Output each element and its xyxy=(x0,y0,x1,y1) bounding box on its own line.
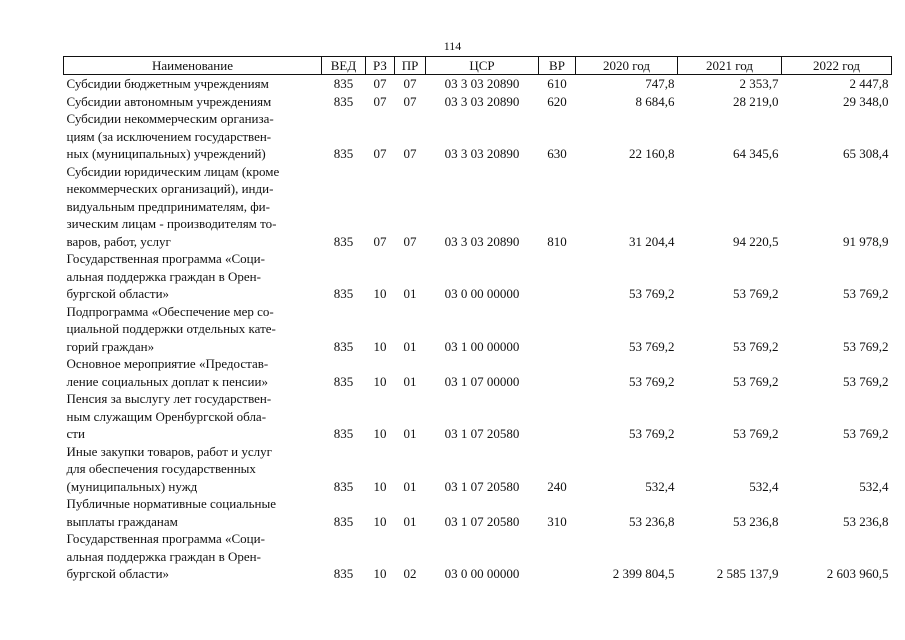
cell-ved: 835 xyxy=(333,426,354,441)
cell-vr xyxy=(539,530,576,583)
cell-vr: 310 xyxy=(547,513,567,529)
row-name xyxy=(64,93,322,111)
row-name-line: альная поддержка граждан в Орен- xyxy=(66,548,261,564)
table-row xyxy=(64,110,892,163)
row-name-line: видуальным предпринимателям, фи- xyxy=(66,198,270,214)
row-name xyxy=(64,163,322,251)
row-name-line: Пенсия за выслугу лет государствен- xyxy=(66,391,272,406)
cell-y2020: 31 204,4 xyxy=(629,233,675,249)
table-row xyxy=(64,530,892,583)
cell-pr: 01 xyxy=(403,338,417,354)
cell-pr: 07 xyxy=(403,233,417,249)
cell-y2021: 2 585 137,9 xyxy=(716,566,779,581)
cell-y2022: 53 769,2 xyxy=(843,426,889,441)
row-name-line: альная поддержка граждан в Орен- xyxy=(66,268,261,284)
cell-rz: 10 xyxy=(373,426,387,441)
cell-y2022: 2 447,8 xyxy=(849,76,889,91)
row-name xyxy=(64,75,322,93)
cell-pr: 07 xyxy=(403,93,417,109)
table-row xyxy=(64,390,892,443)
row-name xyxy=(64,443,322,496)
cell-y2022: 2 603 960,5 xyxy=(826,566,889,581)
cell-rz: 07 xyxy=(373,233,387,249)
row-name-line: Субсидии бюджетным учреждениям xyxy=(66,76,269,91)
row-name-line: Публичные нормативные социальные xyxy=(66,496,276,511)
row-name-line: бургской области» xyxy=(66,566,170,581)
cell-csr: 03 1 00 00000 xyxy=(444,338,520,354)
cell-rz: 10 xyxy=(373,566,387,581)
cell-vr: 610 xyxy=(547,76,567,91)
cell-y2021: 53 769,2 xyxy=(733,426,779,441)
cell-y2021: 53 236,8 xyxy=(733,513,779,529)
table-body xyxy=(64,75,892,583)
cell-csr: 03 1 07 00000 xyxy=(444,373,520,389)
cell-csr: 03 0 00 00000 xyxy=(444,566,520,581)
header-name: Наименование xyxy=(64,57,322,75)
cell-y2020: 53 769,2 xyxy=(629,373,675,389)
cell-vr: 240 xyxy=(547,478,567,494)
row-name xyxy=(64,303,322,356)
cell-csr: 03 1 07 20580 xyxy=(444,426,520,441)
cell-y2022: 53 769,2 xyxy=(843,286,889,301)
row-name-line: варов, работ, услуг xyxy=(66,233,171,249)
cell-pr: 01 xyxy=(403,478,417,494)
cell-pr: 01 xyxy=(403,513,417,529)
cell-pr: 01 xyxy=(403,426,417,441)
cell-rz: 07 xyxy=(373,146,387,161)
cell-y2022: 91 978,9 xyxy=(843,233,889,249)
cell-ved: 835 xyxy=(333,146,354,161)
cell-rz: 10 xyxy=(373,338,387,354)
table-row xyxy=(64,163,892,251)
cell-y2020: 22 160,8 xyxy=(629,146,675,161)
row-name-line: Государственная программа «Соци- xyxy=(66,251,265,266)
cell-ved: 835 xyxy=(333,76,354,91)
table-row xyxy=(64,303,892,356)
cell-y2022: 532,4 xyxy=(859,478,889,494)
row-name-line: Иные закупки товаров, работ и услуг xyxy=(66,443,272,459)
row-name-line: циям (за исключением государствен- xyxy=(66,128,272,144)
cell-y2021: 532,4 xyxy=(749,478,779,494)
row-name-line: выплаты гражданам xyxy=(66,513,178,529)
row-name-line: Субсидии автономным учреждениям xyxy=(66,93,272,109)
cell-rz: 10 xyxy=(373,373,387,389)
cell-y2020: 532,4 xyxy=(645,478,675,494)
row-name xyxy=(64,495,322,530)
header-csr: ЦСР xyxy=(426,57,539,75)
cell-y2020: 53 236,8 xyxy=(629,513,675,529)
header-rz: РЗ xyxy=(366,57,395,75)
header-pr: ПР xyxy=(395,57,426,75)
row-name-line: Основное мероприятие «Предостав- xyxy=(66,356,269,371)
cell-csr: 03 3 03 20890 xyxy=(444,76,520,91)
cell-ved: 835 xyxy=(333,286,354,301)
cell-csr: 03 1 07 20580 xyxy=(444,478,520,494)
cell-vr xyxy=(539,390,576,443)
cell-y2022: 65 308,4 xyxy=(843,146,889,161)
cell-y2020: 8 684,6 xyxy=(635,93,675,109)
table-row xyxy=(64,443,892,496)
header-2020: 2020 год xyxy=(576,57,678,75)
cell-y2021: 64 345,6 xyxy=(733,146,779,161)
row-name-line: бургской области» xyxy=(66,286,170,301)
row-name-line: горий граждан» xyxy=(66,338,155,354)
row-name xyxy=(64,390,322,443)
cell-y2022: 53 236,8 xyxy=(843,513,889,529)
cell-y2021: 53 769,2 xyxy=(733,338,779,354)
table-row xyxy=(64,93,892,111)
cell-vr: 630 xyxy=(547,146,567,161)
row-name-line: Субсидии некоммерческим организа- xyxy=(66,111,274,126)
row-name xyxy=(64,110,322,163)
cell-pr: 02 xyxy=(403,566,417,581)
page-number: 114 xyxy=(443,39,462,53)
row-name-line: Подпрограмма «Обеспечение мер со- xyxy=(66,303,274,319)
row-name-line: некоммерческих организаций), инди- xyxy=(66,181,274,196)
cell-csr: 03 1 07 20580 xyxy=(444,513,520,529)
cell-y2020: 53 769,2 xyxy=(629,338,675,354)
cell-rz: 10 xyxy=(373,478,387,494)
cell-csr: 03 3 03 20890 xyxy=(444,146,520,161)
cell-y2020: 747,8 xyxy=(645,76,675,91)
header-ved: ВЕД xyxy=(322,57,366,75)
cell-vr xyxy=(539,250,576,303)
cell-pr: 01 xyxy=(403,373,417,389)
cell-ved: 835 xyxy=(333,513,354,529)
row-name-line: зическим лицам - производителям то- xyxy=(66,216,277,231)
cell-vr xyxy=(539,303,576,356)
cell-ved: 835 xyxy=(333,93,354,109)
cell-y2021: 94 220,5 xyxy=(733,233,779,249)
cell-vr xyxy=(539,355,576,390)
cell-y2021: 2 353,7 xyxy=(739,76,779,91)
row-name xyxy=(64,530,322,583)
row-name-line: ление социальных доплат к пенсии» xyxy=(66,373,268,389)
cell-y2020: 53 769,2 xyxy=(629,286,675,301)
header-row xyxy=(64,57,892,75)
cell-rz: 10 xyxy=(373,286,387,301)
cell-csr: 03 3 03 20890 xyxy=(444,233,520,249)
cell-csr: 03 0 00 00000 xyxy=(444,286,520,301)
cell-ved: 835 xyxy=(333,338,354,354)
row-name-line: ных (муниципальных) учреждений) xyxy=(66,146,266,161)
cell-y2020: 2 399 804,5 xyxy=(612,566,675,581)
row-name-line: Государственная программа «Соци- xyxy=(66,531,265,546)
cell-rz: 10 xyxy=(373,513,387,529)
row-name-line: Субсидии юридическим лицам (кроме xyxy=(66,163,280,179)
cell-rz: 07 xyxy=(373,76,387,91)
row-name-line: циальной поддержки отдельных кате- xyxy=(66,321,276,336)
cell-pr: 01 xyxy=(403,286,417,301)
row-name-line: сти xyxy=(66,426,85,441)
budget-table xyxy=(63,56,892,583)
cell-ved: 835 xyxy=(333,478,354,494)
header-2021: 2021 год xyxy=(678,57,782,75)
cell-ved: 835 xyxy=(333,566,354,581)
cell-pr: 07 xyxy=(403,76,417,91)
row-name xyxy=(64,250,322,303)
table-row xyxy=(64,495,892,530)
cell-y2020: 53 769,2 xyxy=(629,426,675,441)
cell-y2021: 53 769,2 xyxy=(733,286,779,301)
cell-y2021: 53 769,2 xyxy=(733,373,779,389)
table-row xyxy=(64,75,892,93)
cell-pr: 07 xyxy=(403,146,417,161)
cell-vr: 810 xyxy=(547,233,567,249)
cell-ved: 835 xyxy=(333,233,354,249)
cell-csr: 03 3 03 20890 xyxy=(444,93,520,109)
cell-y2022: 53 769,2 xyxy=(843,373,889,389)
cell-vr: 620 xyxy=(547,93,567,109)
row-name-line: для обеспечения государственных xyxy=(66,461,256,476)
table-row xyxy=(64,355,892,390)
cell-y2022: 53 769,2 xyxy=(843,338,889,354)
cell-ved: 835 xyxy=(333,373,354,389)
row-name xyxy=(64,355,322,390)
cell-y2021: 28 219,0 xyxy=(733,93,779,109)
row-name-line: ным служащим Оренбургской обла- xyxy=(66,408,267,424)
row-name-line: (муниципальных) нужд xyxy=(66,478,198,494)
header-vr: ВР xyxy=(539,57,576,75)
table-row xyxy=(64,250,892,303)
cell-y2022: 29 348,0 xyxy=(843,93,889,109)
cell-rz: 07 xyxy=(373,93,387,109)
header-2022: 2022 год xyxy=(782,57,892,75)
